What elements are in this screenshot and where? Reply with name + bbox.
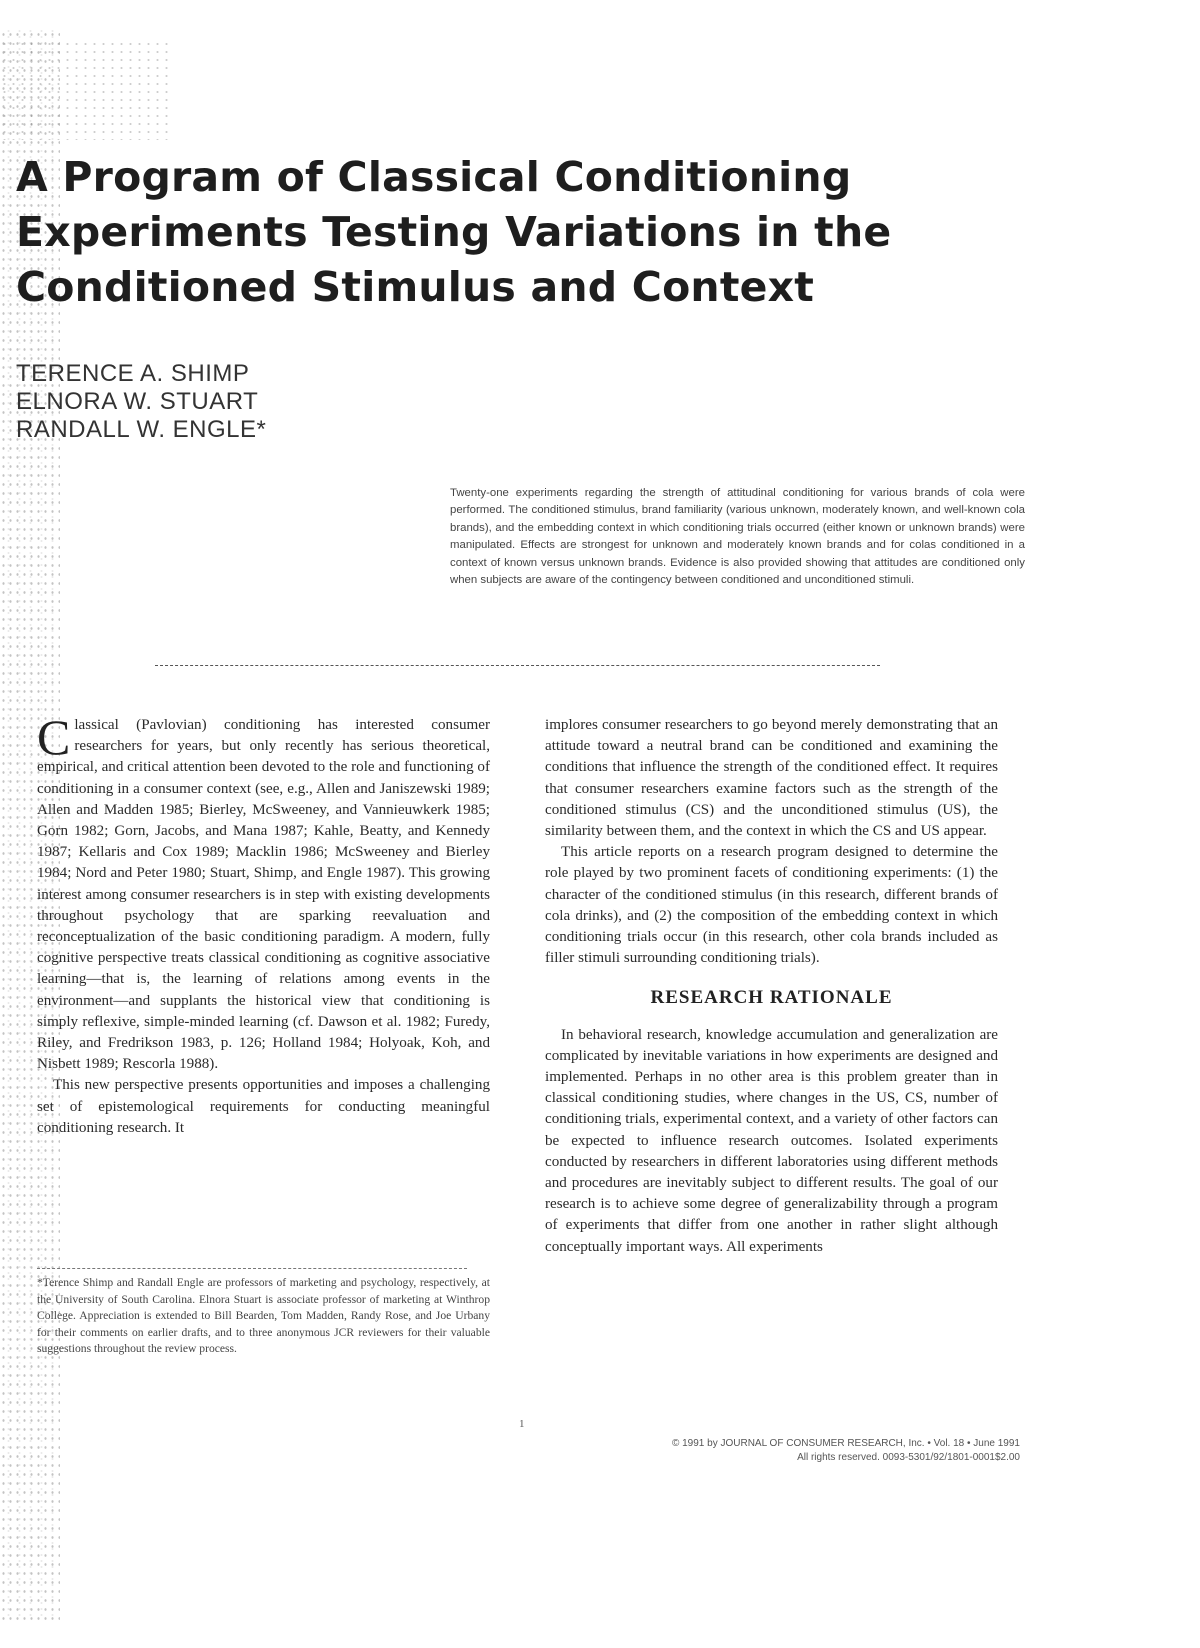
intro-paragraph-text: lassical (Pavlovian) conditioning has interested consumer researchers for years, but only recently has serious theoretical, empirical, and critical attention been devoted to the role and functioning of conditioning in a consumer context (see, e.g., Allen and Janiszewski 1989; Allen and Madden 1985; Bierley, McSweeney, and Vannieuwkerk 1985; Gorn 1982; Gorn, Jacobs, and Mana 1987; Kahle, Beatty, and Kennedy 1987; Kellaris and Cox 1989; Macklin 1986; McSweeney and Bierley 1984; Nord and Peter 1980; Stuart, Shimp, and Engle 1987). This growing interest among consumer researchers is in step with existing developments throughout psychology that are sparking reevaluation and reconceptualization of the basic conditioning paradigm. A modern, fully cognitive perspective treats classical conditioning as cognitive associative learning—that is, the learning of relations among events in the environment—and supplants the historical view that conditioning is simply reflexive, simple-minded learning (cf. Dawson et al. 1982; Furedy, Riley, and Fredrikson 1983, p. 126; Holland 1984; Holyoak, Koh, and Nisbett 1989; Rescorla 1988). [37,717,490,1073]
left-column [37,709,490,1139]
scan-noise-top [0,40,170,140]
section-heading: RESEARCH RATIONALE [650,987,893,1009]
body-paragraph: This article reports on a research program designed to determine the role played by two prominent facets of conditioning experiments: (1) the character of the conditioned stimulus (in this research, different brands of cola drinks), and (2) the composition of the embedding context in which conditioning trials occur (in this research, other cola brands included as filler stimuli surrounding conditioning trials). [545,844,998,967]
section-divider [155,665,880,666]
title-line: Conditioned Stimulus and Context [16,263,815,311]
body-paragraph: In behavioral research, knowledge accumulation and generalization are complicated by inevitable variations in how experiments are designed and implemented. Perhaps in no other area is this problem greater than in classical conditioning studies, where changes in the US, CS, number of conditioning trials, experimental context, and a variety of other factors can be expected to influence research outcomes. Isolated experiments conducted by researchers in different laboratories using different methods and procedures are inevitably subject to different results. The goal of our research is to achieve some degree of generalizability through a program of experiments that differ from one another in rather slight although conceptually important ways. All experiments [545,1026,998,1255]
right-column [545,715,998,1258]
copyright-line: All rights reserved. 0093-5301/92/1801-0001$2.00 [797,1452,1020,1463]
abstract: Twenty-one experiments regarding the strength of attitudinal conditioning for various brands of cola were performed. The conditioned stimulus, brand familiarity (various unknown, moderately known, and well-known cola brands), and the embedding context in which conditioning trials occurred (either known or unknown brands) were manipulated. Effects are strongest for unknown and moderately known brands and for colas conditioned in a context of known versus unknown brands. Evidence is also provided showing that attitudes are conditioned only when subjects are aware of the contingency between conditioned and unconditioned stimuli. [450,487,1025,587]
author-name: RANDALL W. ENGLE* [16,416,267,443]
author-list [16,360,266,444]
author-name: ELNORA W. STUART [16,388,259,415]
copyright-notice [560,1437,1020,1465]
intro-paragraph [37,709,490,1075]
title-line: Experiments Testing Variations in the [16,208,892,256]
title-line: A Program of Classical Conditioning [16,153,852,201]
body-paragraph: implores consumer researchers to go beyond merely demonstrating that an attitude toward a neutral brand can be conditioned and examining the conditions that influence the strength of the conditioned effect. It requires that consumer researchers examine factors such as the strength of the conditioned stimulus (CS) and the unconditioned stimulus (US), the similarity between them, and the context in which the CS and US appear. [545,717,998,840]
body-paragraph: This new perspective presents opportunities and imposes a challenging set of epistemological requirements for conducting meaningful conditioning research. It [37,1077,490,1136]
author-name: TERENCE A. SHIMP [16,360,250,387]
drop-cap: C [37,709,71,765]
page-number: 1 [519,1418,525,1430]
footnote-divider [37,1268,467,1269]
article-title [16,150,1016,315]
author-footnote: *Terence Shimp and Randall Engle are professors of marketing and psychology, respectively, at the University of South Carolina. Elnora Stuart is associate professor of marketing at Winthrop College. Appreciation is extended to Bill Bearden, Tom Madden, Randy Rose, and Joe Urbany for their comments on earlier drafts, and to three anonymous JCR reviewers for their valuable suggestions throughout the review process. [37,1276,490,1355]
copyright-line: © 1991 by JOURNAL OF CONSUMER RESEARCH, Inc. • Vol. 18 • June 1991 [671,1438,1020,1449]
